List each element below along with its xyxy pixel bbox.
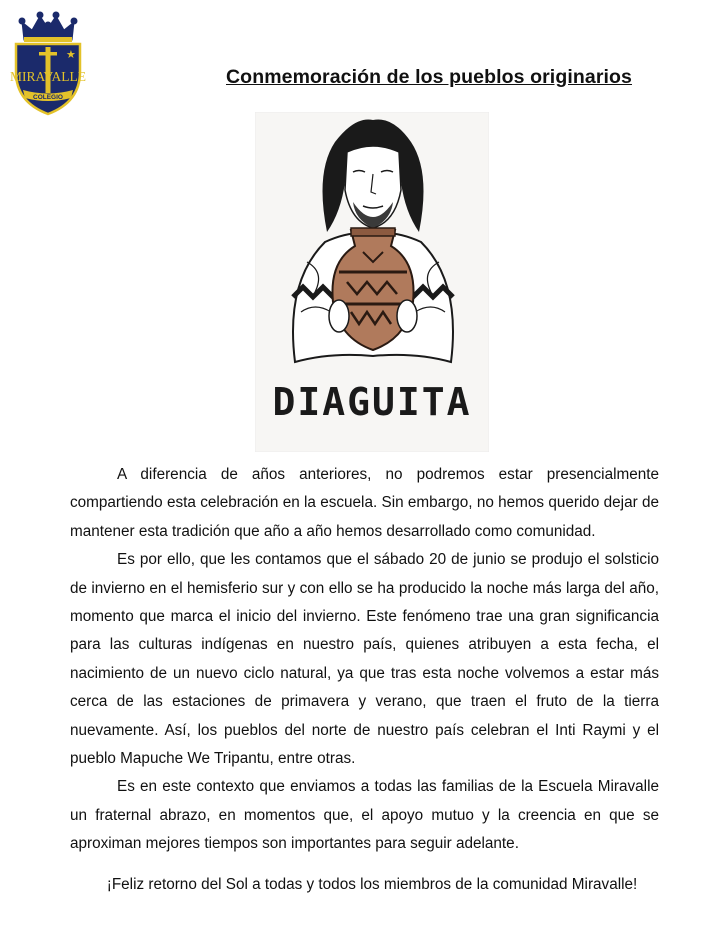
body-text bbox=[70, 461, 659, 859]
page-title-text: Conmemoración de los pueblos originarios bbox=[226, 66, 632, 88]
paragraph: Es por ello, que les contamos que el sábado 20 de junio se produjo el solsticio de invierno en el hemisferio sur y con ello se ha producido la noche más larga del año, momento que marca el inicio del invierno. Este fenómeno trae una gran significancia para las culturas indígenas en nuestro país, quienes atribuyen a esta fecha, el nacimiento de un nuevo ciclo natural, ya que tras esta noche volvemos a estar más cerca de las estaciones de primavera y verano, que traen el fruto de la tierra nuevamente. Así, los pueblos del norte de nuestro país celebran el Inti Raymi y el pueblo Mapuche We Tripantu, entre otras. bbox=[70, 551, 659, 768]
page-title bbox=[0, 66, 728, 89]
paragraph: Es en este contexto que enviamos a todas las familias de la Escuela Miravalle un fraternal abrazo, en momentos que, el apoyo mutuo y la creencia en que se aproximan mejores tiempos son importantes para seguir adelante. bbox=[70, 778, 659, 853]
logo-text-sub: COLEGIO bbox=[33, 94, 63, 101]
diaguita-artwork-icon bbox=[255, 112, 489, 452]
logo-text-main: MIRAVALLE bbox=[9, 69, 87, 84]
school-crest-icon bbox=[8, 10, 88, 118]
svg-text:★: ★ bbox=[66, 48, 76, 61]
closing-line bbox=[0, 876, 728, 894]
paragraph: A diferencia de años anteriores, no podremos estar presencialmente compartiendo esta celebración en la escuela. Sin embargo, no hemos querido dejar de mantener esta tradición que año a año hemos desarrollado como comunidad. bbox=[70, 466, 659, 540]
diaguita-illustration bbox=[255, 112, 489, 452]
illustration-caption: DIAGUITA bbox=[272, 380, 472, 424]
closing-text: ¡Feliz retorno del Sol a todas y todos los miembros de la comunidad Miravalle! bbox=[106, 876, 638, 893]
school-logo bbox=[8, 10, 88, 118]
